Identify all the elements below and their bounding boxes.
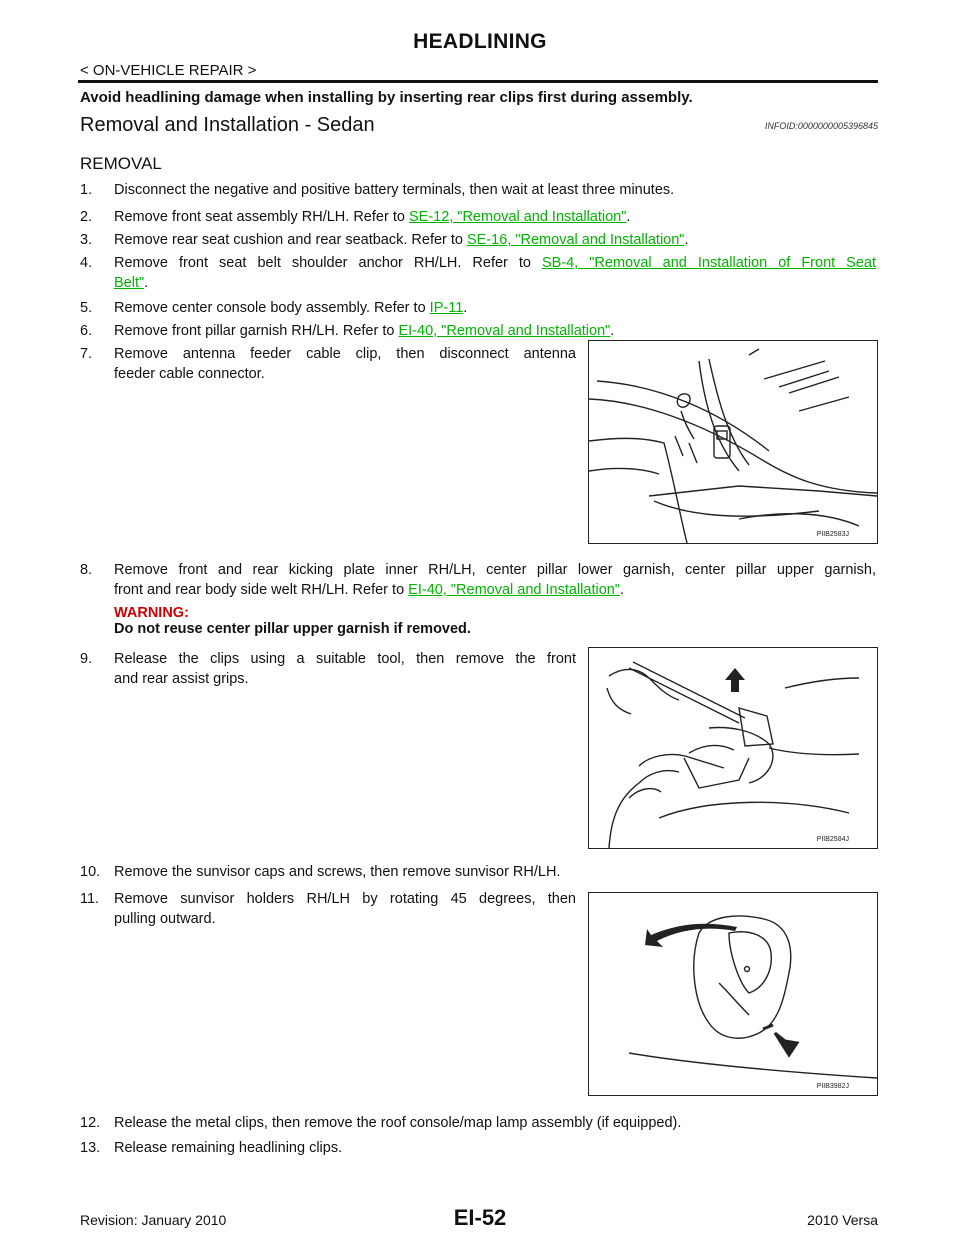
- step-text: Remove front and rear kicking plate inner RH/LH, center pillar lower garnish, center pillar upper garnish,: [114, 562, 876, 578]
- step-text-pre: Remove rear seat cushion and rear seatback. Refer to: [114, 232, 468, 248]
- step-text-pre: Remove center console body assembly. Refer to: [114, 300, 430, 316]
- step-text: Release remaining headlining clips.: [114, 1140, 343, 1156]
- info-id: INFOID:0000000005396845: [764, 121, 878, 131]
- step-text-pre: Remove front seat assembly RH/LH. Refer to: [114, 209, 409, 225]
- step-text-pre: Remove front pillar garnish RH/LH. Refer to: [114, 323, 399, 339]
- assist-grip-illustration: [589, 648, 877, 848]
- step-text-line2: [114, 580, 624, 600]
- step-text: [114, 253, 876, 273]
- step-number: 9.: [80, 651, 93, 667]
- step-number: 10.: [80, 864, 101, 880]
- step-number: 7.: [80, 346, 93, 362]
- figure-code: PIIB2584J: [816, 836, 849, 843]
- header-rule: [78, 80, 878, 83]
- step-number: 12.: [80, 1115, 101, 1131]
- link-se-12[interactable]: SE-12, "Removal and Installation": [408, 209, 627, 225]
- sunvisor-holder-illustration: [589, 893, 877, 1095]
- step-text: Remove the sunvisor caps and screws, then remove sunvisor RH/LH.: [114, 864, 561, 880]
- step-number: 5.: [80, 300, 93, 316]
- step-text-line2: [114, 273, 148, 293]
- step-text-post: .: [626, 209, 631, 225]
- step-text-pre: front and rear body side welt RH/LH. Refer to: [114, 582, 409, 598]
- step-number: 1.: [80, 182, 93, 198]
- step-text: [114, 298, 467, 318]
- step-text: [114, 207, 630, 227]
- step-text: Remove sunvisor holders RH/LH by rotating 45 degrees, then: [114, 891, 576, 907]
- rotate-arrow-icon: [645, 924, 737, 947]
- footer-model: 2010 Versa: [807, 1212, 878, 1228]
- link-sb-4-cont[interactable]: Belt": [114, 275, 145, 291]
- figure-code: PIIB2583J: [816, 531, 849, 538]
- step-text: [114, 230, 688, 250]
- figure-code: PIIB3982J: [816, 1083, 849, 1090]
- warning-label: WARNING:: [114, 605, 189, 621]
- step-text-post: .: [619, 582, 624, 598]
- step-text-post: .: [684, 232, 689, 248]
- step-number: 4.: [80, 255, 93, 271]
- link-se-16[interactable]: SE-16, "Removal and Installation": [467, 232, 685, 248]
- step-text: Release the metal clips, then remove the roof console/map lamp assembly (if equipped).: [114, 1115, 682, 1131]
- section-title: Removal and Installation - Sedan: [80, 114, 375, 136]
- link-ip-11[interactable]: IP-11: [429, 300, 464, 316]
- warning-text: Do not reuse center pillar upper garnish if removed.: [114, 621, 471, 637]
- step-text-pre: Remove front seat belt shoulder anchor RH/LH. Refer to: [114, 255, 542, 271]
- step-text-post: .: [144, 275, 149, 291]
- pull-arrow-icon: [763, 1025, 797, 1055]
- page-title: HEADLINING: [413, 30, 547, 53]
- step-number: 8.: [80, 562, 93, 578]
- step-text: Remove antenna feeder cable clip, then disconnect antenna: [114, 346, 576, 362]
- step-text-line2: pulling outward.: [114, 911, 216, 927]
- link-ei-40[interactable]: EI-40, "Removal and Installation": [398, 323, 611, 339]
- figure-assist-grip: [588, 647, 878, 849]
- arrow-up-icon: [725, 668, 745, 692]
- step-text-line2: and rear assist grips.: [114, 671, 249, 687]
- subsection-title: REMOVAL: [80, 154, 162, 173]
- step-number: 6.: [80, 323, 93, 339]
- link-sb-4[interactable]: SB-4, "Removal and Installation of Front Seat: [542, 255, 877, 271]
- footer-page-number: EI-52: [453, 1205, 507, 1230]
- breadcrumb: < ON-VEHICLE REPAIR >: [80, 62, 257, 79]
- figure-antenna-connector: [588, 340, 878, 544]
- step-text-post: .: [610, 323, 615, 339]
- link-ei-40-b[interactable]: EI-40, "Removal and Installation": [408, 582, 620, 598]
- antenna-connector-illustration: [589, 341, 877, 543]
- step-text: [114, 321, 614, 341]
- step-number: 11.: [80, 891, 100, 907]
- intro-caution: Avoid headlining damage when installing by inserting rear clips first during assembly.: [80, 89, 693, 106]
- step-number: 2.: [80, 209, 93, 225]
- step-text: Release the clips using a suitable tool, then remove the front: [114, 651, 576, 667]
- figure-sunvisor-holder: [588, 892, 878, 1096]
- footer-revision: Revision: January 2010: [80, 1212, 227, 1228]
- step-text: Disconnect the negative and positive battery terminals, then wait at least three minutes.: [114, 182, 675, 198]
- step-number: 13.: [80, 1140, 101, 1156]
- step-text-line2: feeder cable connector.: [114, 366, 265, 382]
- step-text-post: .: [463, 300, 468, 316]
- step-number: 3.: [80, 232, 93, 248]
